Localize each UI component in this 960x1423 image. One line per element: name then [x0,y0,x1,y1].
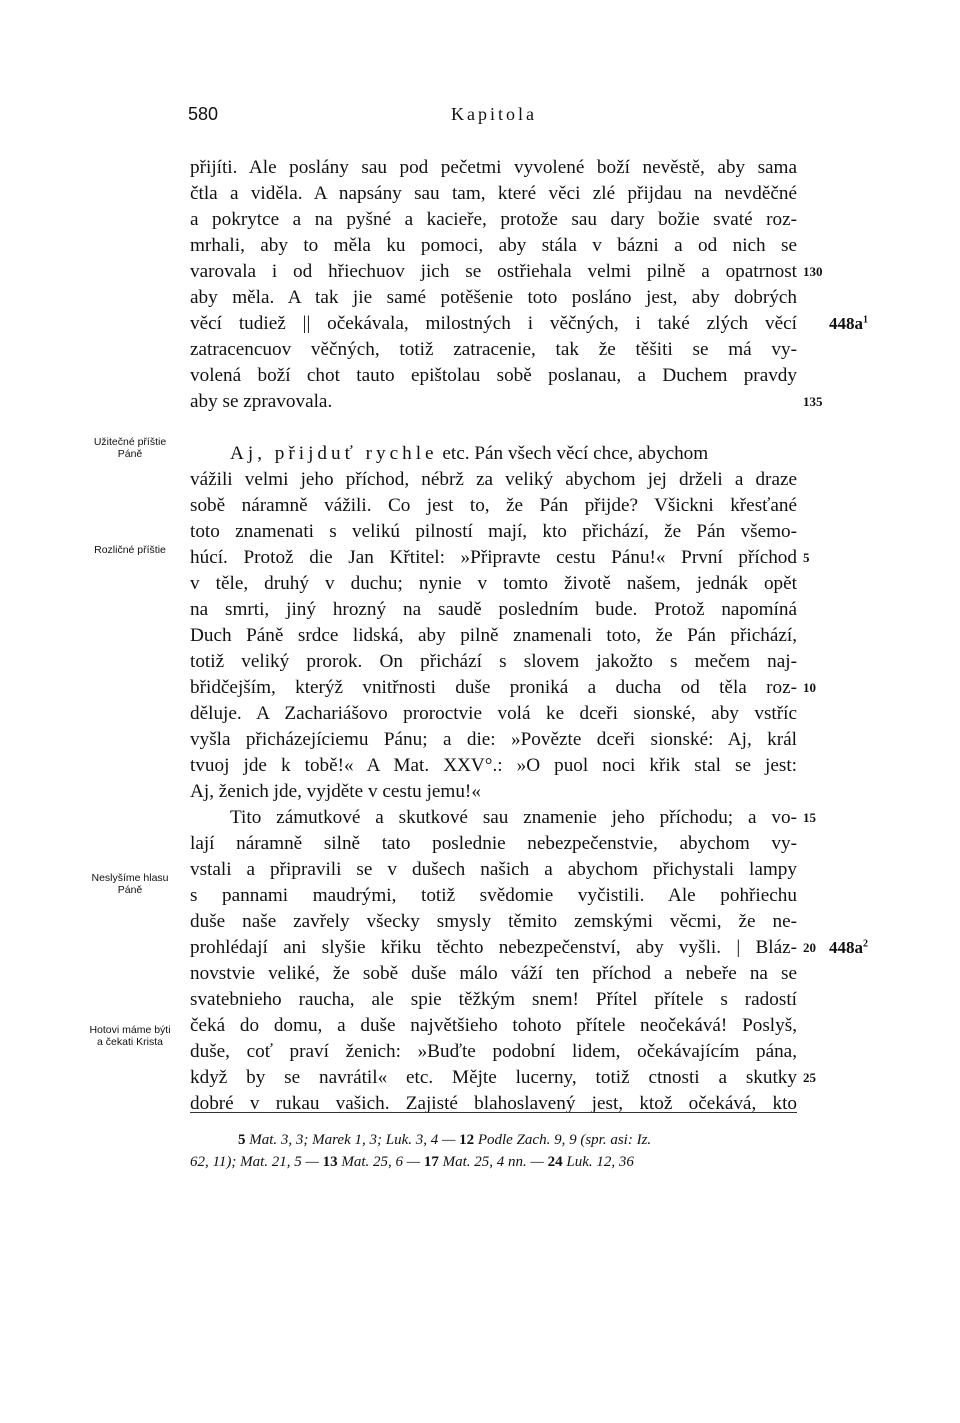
margin-note-line: Páně [117,448,143,460]
text-line: duše naše zavřely všecky smysly těmito zemskými věcmi, že ne- [190,911,797,932]
line-number: 130 [803,264,823,279]
margin-note [80,872,180,896]
text-line: vstali a připravili se v dušech našich a abychom přichystali lampy [190,859,797,880]
text-line: zatracencuov věčných, totiž zatracenie, tak že těšiti se má vy- [190,339,797,360]
fn-seg: Mat. 25, 6 — [341,1154,424,1170]
fn-seg: Mat. 25, 4 nn. — [442,1154,548,1170]
running-title: Kapitola [451,104,537,124]
margin-note-line: Užitečné příštie [93,436,167,448]
text-line: svatebnieho raucha, ale spie těžkým snem! Přítel přítele s radostí [190,989,797,1010]
text-line: tvuoj jde k tobě!« A Mat. XXV°.: »O puol noci křik stal se jest: [190,755,797,776]
text-line: břidčejším, kterýž vnitřnosti duše proniká a ducha od těla roz- [190,677,797,698]
text-line: přijíti. Ale poslány sau pod pečetmi vyvolené boží nevěstě, aby sama [190,157,797,178]
fn-seg: Mat. 3, 3; Marek 1, 3; Luk. 3, 4 — [249,1132,460,1148]
margin-note-line: Neslyšíme hlasu [91,872,169,884]
fn-seg: Luk. 12, 36 [566,1154,634,1170]
text-line: lají náramně silně tato poslednie nebezpečenstvie, abychom vy- [190,833,797,854]
fn-seg: 24 [547,1154,567,1170]
line-number: 25 [803,1070,816,1085]
margin-note [80,544,180,556]
text-line: s pannami maudrými, totiž svědomie vyčistili. Ale pohřiechu [190,885,797,906]
text-line: v těle, druhý v duchu; nynie v tomto životě našem, jednák opět [190,573,797,594]
text-line [230,441,797,467]
text-line: Aj, ženich jde, vyjděte v cestu jemu!« [190,781,481,802]
footnote-line [190,1151,750,1173]
text-line: když by se navrátil« etc. Mějte lucerny, totiž ctnosti a skutky [190,1067,797,1088]
fn-seg: 12 [459,1132,478,1148]
folio-ref-sup: 2 [863,938,868,950]
manuscript-folio-ref [829,938,868,958]
text-line: vážili velmi jeho příchod, nébrž za veliký abychom jej drželi a draze [190,469,797,490]
margin-note-line: Rozličné příštie [94,544,166,556]
fn-seg: Podle Zach. 9, 9 (spr. asi: Iz. [477,1132,652,1148]
fn-seg: 13 [322,1154,342,1170]
folio-ref-base: 448a [829,314,863,333]
text-line: totiž veliký prorok. On přichází s slovem jakožto s mečem naj- [190,651,797,672]
text-line-rest: etc. Pán všech věcí chce, abychom [437,443,709,464]
fn-seg: 62, 11); Mat. 21, 5 — [190,1154,323,1170]
footnote-line [238,1129,798,1151]
text-line: novstvie veliké, že sobě duše málo váží ten příchod a nebeře na se [190,963,797,984]
manuscript-folio-ref [829,314,868,334]
text-line: Duch Páně srdce lidská, aby pilně znamenali toto, že Pán přichází, [190,625,797,646]
text-line: sobě náramně vážili. Co jest to, že Pán přijde? Všickni křesťané [190,495,797,516]
text-line: čeká do domu, a duše najvětšieho tohoto přítele neočekává! Poslyš, [190,1015,797,1036]
line-number: 20 [803,940,816,955]
text-line: húcí. Protož die Jan Křtitel: »Připravte cestu Pánu!« První příchod [190,547,797,568]
text-line: děluje. A Zachariášovo proroctvie volá ke dceři sionské, aby vstříc [190,703,797,724]
text-line: na smrti, jiný hrozný na saudě posledním bude. Protož napomíná [190,599,797,620]
text-line: Tito zámutkové a skutkové sau znamenie jeho příchodu; a vo- [230,807,797,828]
folio-ref-base: 448a [829,938,863,957]
footnote-rule [190,1112,797,1113]
text-line: volená boží chot tauto epištolau sobě poslanau, a Duchem pravdy [190,365,797,386]
text-line: čtla a viděla. A napsány sau tam, které věci zlé přijdau na nevděčné [190,183,797,204]
margin-note [80,436,180,460]
text-line: věcí tudiež || očekávala, milostných i věčných, i také zlých věcí [190,313,797,334]
spaced-incipit: Aj, přijduť rychle [230,443,438,464]
fn-seg: 17 [423,1154,443,1170]
text-line: vyšla přicházejíciemu Pánu; a die: »Povězte dceři sionské: Aj, král [190,729,797,750]
text-line: a pokrytce a na pyšné a kacieře, protože sau dary božie svaté roz- [190,209,797,230]
text-line: aby se zpravovala. [190,391,333,412]
text-line: dobré v rukau vašich. Zajisté blahoslavený jest, ktož očekává, kto [190,1093,797,1114]
margin-note [80,1024,180,1048]
text-line: toto znamenati s velikú pilností mají, kto přichází, že Pán všemo- [190,521,797,542]
text-line: varovala i od hřiechuov jich se ostřiehala velmi pilně a opatrnost [190,261,797,282]
line-number: 5 [803,550,810,565]
text-line: duše, coť praví ženich: »Buďte podobní lidem, očekávajícím pána, [190,1041,797,1062]
line-number: 15 [803,810,816,825]
line-number: 135 [803,394,823,409]
fn-seg: 5 [238,1132,250,1148]
line-number: 10 [803,680,816,695]
text-line: prohlédají ani slyšie křiku těchto nebezpečenství, aby vyšli. | Bláz- [190,937,797,958]
text-line: mrhali, aby to měla ku pomoci, aby stála v bázni a od nich se [190,235,797,256]
margin-note-line: Páně [117,884,143,896]
margin-note-line: a čekati Krista [97,1036,163,1048]
margin-note-line: Hotovi máme býti [89,1024,171,1036]
text-line: aby měla. A tak jie samé potěšenie toto posláno jest, aby dobrých [190,287,797,308]
folio-ref-sup: 1 [863,314,868,326]
page-number: 580 [188,104,219,124]
